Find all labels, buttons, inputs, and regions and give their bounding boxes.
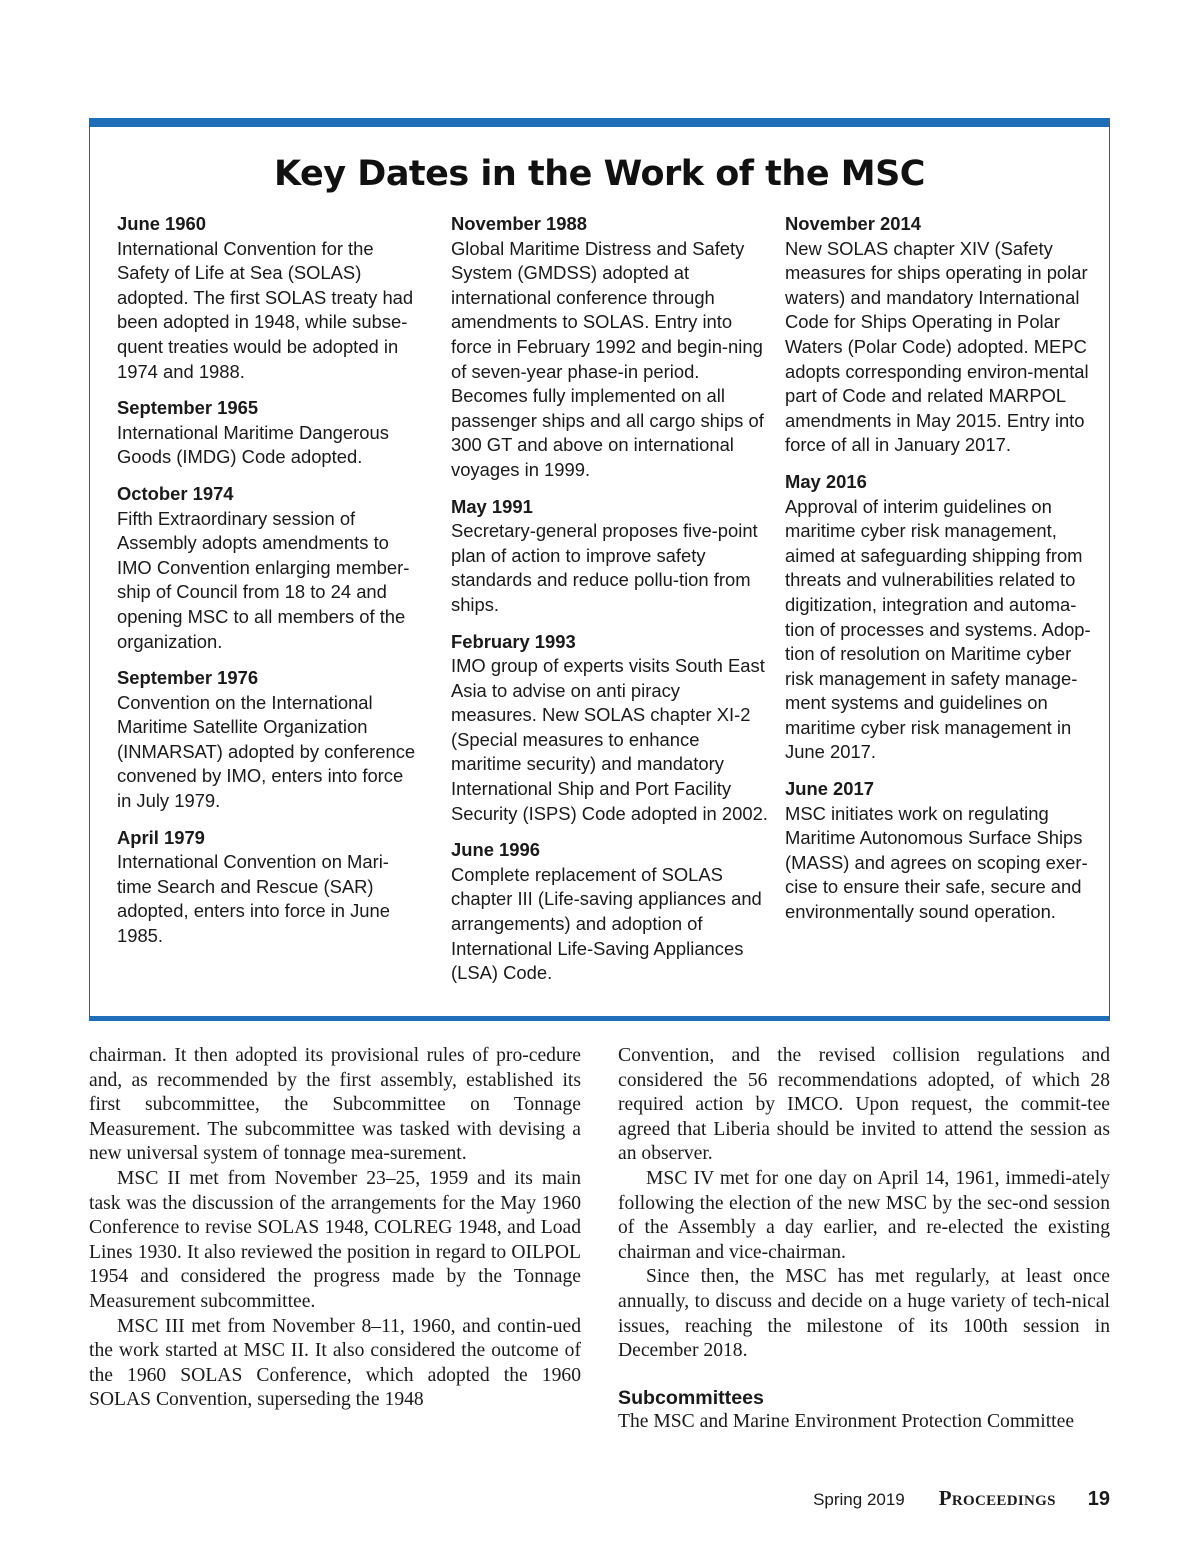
key-date-heading: September 1976 [117, 667, 259, 689]
key-dates-sidebar [89, 118, 1110, 1021]
key-date-entry [451, 630, 769, 827]
key-date-entry [785, 470, 1097, 765]
key-date-text: Fifth Extraordinary session of Assembly adopts amendments to IMO Convention enlarging member-ship of Council from 18 to 24 and opening MSC to all members of the organization. [117, 507, 410, 652]
key-date-text: Approval of interim guidelines on maritime cyber risk management, aimed at safeguarding shipping from threats and vulnerabilities related to digitization, integration and automa-tion of processes and systems. Adop-tion of resolution on Maritime cyber risk management in safety manage-ment systems and guidelines on maritime cyber risk management in June 2017. [785, 495, 1091, 763]
body-paragraph: Since then, the MSC has met regularly, at least once annually, to discuss and decide on a huge variety of tech-nical issues, reaching the milestone of its 100th session in December 2018. [618, 1266, 1110, 1362]
key-date-entry [117, 212, 422, 384]
key-date-entry [117, 666, 422, 814]
key-date-heading: November 1988 [451, 213, 587, 234]
body-column-left [89, 1044, 581, 1413]
key-dates-column-1 [117, 212, 422, 961]
body-paragraph: MSC II met from November 23–25, 1959 and its main task was the discussion of the arrangements for the May 1960 Conference to revise SOLAS 1948, COLREG 1948, and Load Lines 1930. It also reviewed the position in regard to OILPOL 1954 and considered the progress made by the Tonnage Measurement subcommittee. [89, 1167, 581, 1312]
key-date-entry [451, 495, 769, 618]
key-date-heading: June 1960 [117, 213, 206, 234]
body-paragraph: MSC III met from November 8–11, 1960, and contin-ued the work started at MSC II. It also considered the outcome of the 1960 SOLAS Conference, which adopted the 1960 SOLAS Convention, superseding the 1948 [89, 1315, 581, 1411]
body-paragraph: MSC IV met for one day on April 14, 1961, immedi-ately following the election of the new MSC by the sec-ond session of the Assembly a day earlier, and re-elected the existing chairman and vice-chairman. [618, 1167, 1110, 1263]
key-date-entry [451, 838, 769, 986]
key-date-text: Secretary-general proposes five-point plan of action to improve safety standards and reduce pollu-tion from ships. [451, 520, 758, 615]
key-dates-column-3 [785, 212, 1097, 937]
key-date-heading: May 1991 [451, 495, 533, 517]
key-date-entry [117, 826, 422, 949]
key-date-text: New SOLAS chapter XIV (Safety measures for ships operating in polar waters) and mandatory International Code for Ships Operating in Polar Waters (Polar Code) adopted. MEPC adopts corresponding environ-mental part of Code and related MARPOL amendments in May 2015. Entry into force of all in January 2017. [785, 237, 1089, 456]
key-date-heading: April 1979 [117, 826, 205, 848]
key-date-text: Convention on the International Maritime Satellite Organization (INMARSAT) adopted by conference convened by IMO, enters into force in July 1979. [117, 691, 416, 812]
key-date-text: International Convention on Mari-time Search and Rescue (SAR) adopted, enters into force in June 1985. [117, 851, 390, 947]
key-date-text: Global Maritime Distress and Safety System (GMDSS) adopted at international conference through amendments to SOLAS. Entry into force in February 1992 and begin-ning of seven-year phase-in period. Becomes fully implemented on all passenger ships and all cargo ships of 300 GT and above on international voyages in 1999. [451, 237, 764, 480]
key-date-heading: September 1965 [117, 397, 259, 419]
key-date-entry [785, 777, 1097, 925]
key-date-entry [117, 482, 422, 654]
key-date-text: International Convention for the Safety of Life at Sea (SOLAS) adopted. The first SOLAS treaty had been adopted in 1948, while subse-quent treaties would be adopted in 1974 and 1988. [117, 237, 414, 382]
page-number: 19 [1087, 1488, 1110, 1510]
key-date-heading: June 1996 [451, 839, 540, 861]
sidebar-title: Key Dates in the Work of the MSC [274, 154, 925, 194]
body-column-right [618, 1044, 1110, 1435]
key-date-heading: February 1993 [451, 630, 576, 652]
page-footer [813, 1486, 1110, 1511]
issue-season: Spring 2019 [813, 1490, 905, 1509]
key-date-heading: November 2014 [785, 213, 921, 234]
publication-name: Proceedings [938, 1486, 1056, 1510]
key-date-heading: May 2016 [785, 470, 867, 492]
key-date-entry [117, 396, 422, 470]
key-dates-column-2 [451, 212, 769, 998]
body-paragraph: Convention, and the revised collision regulations and considered the 56 recommendations adopted, of which 28 required action by IMCO. Upon request, the commit-tee agreed that Liberia should be invited to attend the session as an observer. [618, 1045, 1110, 1165]
key-date-heading: June 2017 [785, 778, 874, 800]
key-date-text: MSC initiates work on regulating Maritime Autonomous Surface Ships (MASS) and agrees on scoping exer-cise to ensure their safe, secure and environmentally sound operation. [785, 802, 1088, 923]
key-date-heading: October 1974 [117, 482, 234, 504]
key-date-text: Complete replacement of SOLAS chapter III (Life-saving appliances and arrangements) and adoption of International Life-Saving Appliances (LSA) Code. [451, 863, 762, 984]
section-heading: Subcommittees [618, 1386, 764, 1409]
body-paragraph: The MSC and Marine Environment Protection Committee [618, 1411, 1075, 1433]
key-date-entry [785, 212, 1097, 458]
key-date-text: International Maritime Dangerous Goods (IMDG) Code adopted. [117, 421, 389, 468]
key-date-text: IMO group of experts visits South East Asia to advise on anti piracy measures. New SOLAS chapter XI-2 (Special measures to enhance maritime security) and mandatory International Ship and Port Facility Security (ISPS) Code adopted in 2002. [451, 655, 768, 824]
body-paragraph: chairman. It then adopted its provisional rules of pro-cedure and, as recommended by the first assembly, established its first subcommittee, the Subcommittee on Tonnage Measurement. The subcommittee was tasked with devising a new universal system of tonnage mea-surement. [89, 1045, 581, 1165]
key-date-entry [451, 212, 769, 483]
